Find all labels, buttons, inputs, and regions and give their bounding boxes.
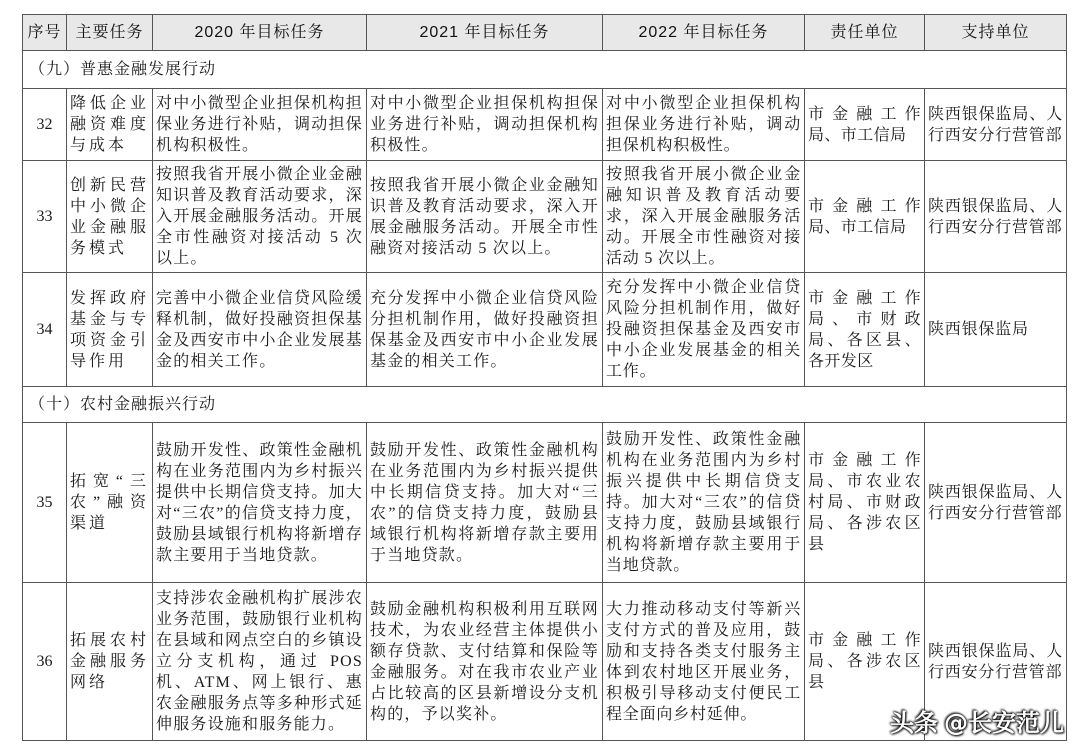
- cell-responsible-unit: 市金融工作局、市农业农村局、市财政局、各涉农区县: [805, 423, 925, 583]
- watermark-platform: 头条: [890, 709, 938, 737]
- cell-support-unit: 陕西银保监局、人行西安分行营管部: [925, 161, 1067, 273]
- table-header-row: [23, 15, 1067, 51]
- header-main-task: 主要任务: [67, 15, 153, 51]
- cell-2022-target: 充分发挥中小微企业信贷风险分担机制作用，做好投融资担保基金及西安市中小企业发展基金的相关工作。: [603, 273, 805, 387]
- header-responsible-unit: 责任单位: [805, 15, 925, 51]
- header-2020-target: 2020 年目标任务: [153, 15, 367, 51]
- cell-serial-number: 33: [23, 161, 67, 273]
- cell-responsible-unit: 市金融工作局、市财政局、各区县、各开发区: [805, 273, 925, 387]
- cell-responsible-unit: 市金融工作局、各涉农区县: [805, 583, 925, 741]
- cell-serial-number: 35: [23, 423, 67, 583]
- cell-2020-target: 完善中小微企业信贷风险缓释机制，做好投融资担保基金及西安市中小企业发展基金的相关工作。: [153, 273, 367, 387]
- cell-responsible-unit: 市金融工作局、市工信局: [805, 161, 925, 273]
- cell-2020-target: 按照我省开展小微企业金融知识普及教育活动要求，深入开展金融服务活动。开展全市性融资对接活动 5 次以上。: [153, 161, 367, 273]
- cell-main-task: 发挥政府基金与专项资金引导作用: [67, 273, 153, 387]
- cell-2021-target: 充分发挥中小微企业信贷风险分担机制作用，做好投融资担保基金及西安市中小企业发展基金的相关工作。: [367, 273, 603, 387]
- cell-2022-target: 对中小微型企业担保机构担保业务进行补贴，调动担保机构积极性。: [603, 89, 805, 161]
- header-2022-target: 2022 年目标任务: [603, 15, 805, 51]
- watermark: [890, 703, 1064, 738]
- cell-main-task: 创新民营中小微企业金融服务模式: [67, 161, 153, 273]
- section-title: （九）普惠金融发展行动: [23, 51, 1067, 89]
- cell-2021-target: 按照我省开展小微企业金融知识普及教育活动要求，深入开展金融服务活动。开展全市性融资对接活动 5 次以上。: [367, 161, 603, 273]
- section-row: [23, 387, 1067, 423]
- table-row: [23, 161, 1067, 273]
- cell-2021-target: 鼓励金融机构积极利用互联网技术，为农业经营主体提供小额存贷款、支付结算和保险等金融服务。对在我市农业产业占比较高的区县新增设分支机构的，予以奖补。: [367, 583, 603, 741]
- cell-main-task: 拓宽“三农”融资渠道: [67, 423, 153, 583]
- table-row: [23, 273, 1067, 387]
- cell-support-unit: 陕西银保监局、人行西安分行营管部: [925, 423, 1067, 583]
- header-serial-number: 序号: [23, 15, 67, 51]
- table-row: [23, 423, 1067, 583]
- cell-2022-target: 大力推动移动支付等新兴支付方式的普及应用，鼓励和支持各类支付服务主体到农村地区开展业务，积极引导移动支付便民工程全面向乡村延伸。: [603, 583, 805, 741]
- cell-2020-target: 支持涉农金融机构扩展涉农业务范围，鼓励银行业机构在县域和网点空白的乡镇设立分支机构，通过 POS 机、ATM、网上银行、惠农金融服务点等多种形式延伸服务设施和服务能力。: [153, 583, 367, 741]
- header-support-unit: 支持单位: [925, 15, 1067, 51]
- cell-serial-number: 36: [23, 583, 67, 741]
- cell-serial-number: 34: [23, 273, 67, 387]
- cell-2020-target: 对中小微型企业担保机构担保业务进行补贴，调动担保机构积极性。: [153, 89, 367, 161]
- cell-2021-target: 对中小微型企业担保机构担保业务进行补贴，调动担保机构积极性。: [367, 89, 603, 161]
- watermark-handle: @长安范儿: [944, 709, 1064, 737]
- header-2021-target: 2021 年目标任务: [367, 15, 603, 51]
- cell-2020-target: 鼓励开发性、政策性金融机构在业务范围内为乡村振兴提供中长期信贷支持。加大对“三农”的信贷支持力度，鼓励县域银行机构将新增存款主要用于当地贷款。: [153, 423, 367, 583]
- section-row: [23, 51, 1067, 89]
- cell-serial-number: 32: [23, 89, 67, 161]
- task-table: [22, 14, 1067, 741]
- cell-main-task: 降低企业融资难度与成本: [67, 89, 153, 161]
- section-title: （十）农村金融振兴行动: [23, 387, 1067, 423]
- cell-2022-target: 按照我省开展小微企业金融知识普及教育活动要求，深入开展金融服务活动。开展全市性融资对接活动 5 次以上。: [603, 161, 805, 273]
- cell-main-task: 拓展农村金融服务网络: [67, 583, 153, 741]
- table-row: [23, 89, 1067, 161]
- cell-support-unit: 陕西银保监局、人行西安分行营管部: [925, 583, 1067, 741]
- cell-support-unit: 陕西银保监局: [925, 273, 1067, 387]
- cell-2021-target: 鼓励开发性、政策性金融机构在业务范围内为乡村振兴提供中长期信贷支持。加大对“三农”的信贷支持力度，鼓励县域银行机构将新增存款主要用于当地贷款。: [367, 423, 603, 583]
- cell-2022-target: 鼓励开发性、政策性金融机构在业务范围内为乡村振兴提供中长期信贷支持。加大对“三农”的信贷支持力度，鼓励县域银行机构将新增存款主要用于当地贷款。: [603, 423, 805, 583]
- cell-support-unit: 陕西银保监局、人行西安分行营管部: [925, 89, 1067, 161]
- cell-responsible-unit: 市金融工作局、市工信局: [805, 89, 925, 161]
